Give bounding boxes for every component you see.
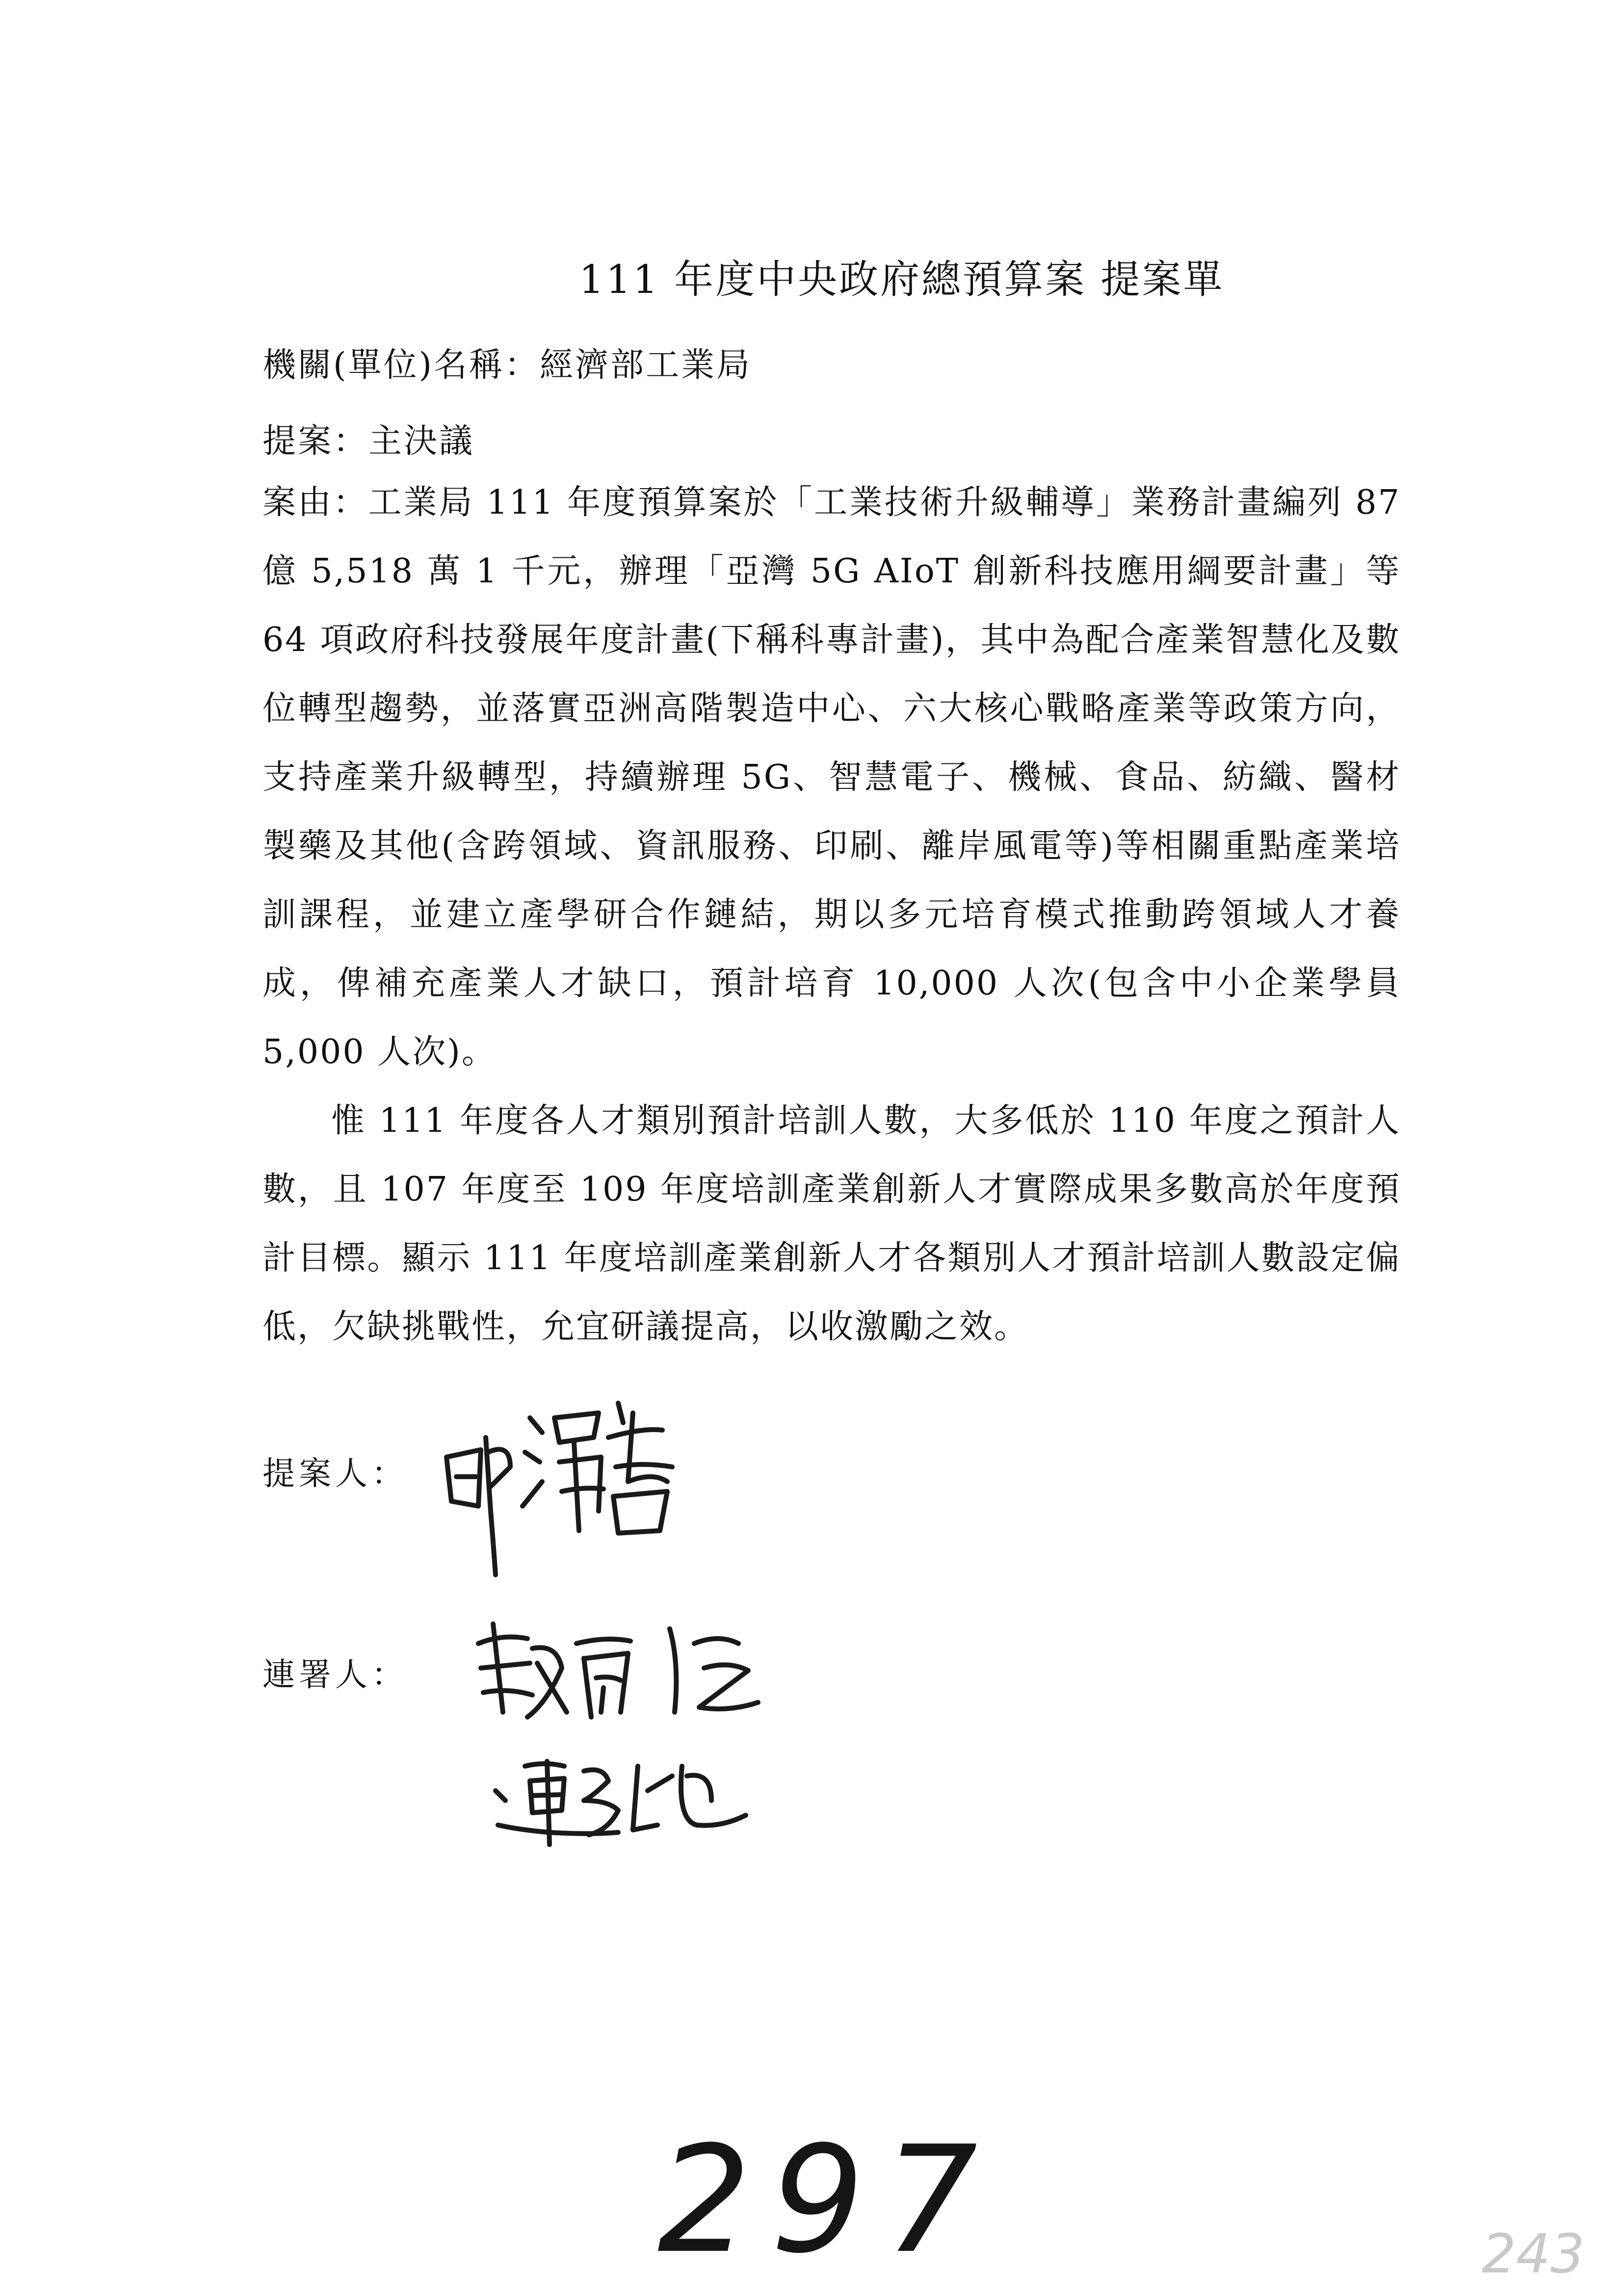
reason-paragraph-1: 案由：工業局 111 年度預算案於「工業技術升級輔導」業務計畫編列 87 億 5,518 萬 1 千元，辦理「亞灣 5G AIoT 創新科技應用綱要計畫」等 64 項政府科技發展年度計畫(下稱科專計畫)，其中為配合產業智慧化及數位轉型趨勢，並落實亞洲高階製造中心、六大核心戰略產業等政策方向，支持產業升級轉型，持續辦理 5G、智慧電子、機械、食品、紡織、醫材製藥及其他(含跨領域、資訊服務、印刷、離岸風電等)等相關重點產業培訓課程，並建立產學研合作鏈結，期以多元培育模式推動跨領域人才養成，俾補充產業人才缺口，預計培育 10,000 人次(包含中小企業學員 5,000 人次)。: [262, 483, 1401, 1071]
agency-line: 機關(單位)名稱：經濟部工業局: [262, 346, 752, 385]
cosigner-signature-2: [491, 1747, 765, 1854]
proposer-signature: [437, 1383, 692, 1590]
reason-paragraph-2: 惟 111 年度各人才類別預計培訓人數，大多低於 110 年度之預計人數，且 107 年度至 109 年度培訓產業創新人才實際成果多數高於年度預計目標。顯示 111 年度培訓產業創新人才各類別人才預計培訓人數設定偏低，欠缺挑戰性，允宜研議提高，以收激勵之效。: [262, 1101, 1401, 1346]
document-title: 111 年度中央政府總預算案 提案單: [579, 257, 1225, 302]
cosigner-signature-1: [473, 1614, 827, 1732]
page-number: 297: [657, 2114, 997, 2286]
proposer-label: 提案人：: [262, 1455, 408, 1492]
cosigner-label: 連署人：: [262, 1656, 408, 1694]
proposal-type-line: 提案：主決議: [262, 422, 475, 461]
handwritten-number: 243: [1482, 2222, 1585, 2285]
